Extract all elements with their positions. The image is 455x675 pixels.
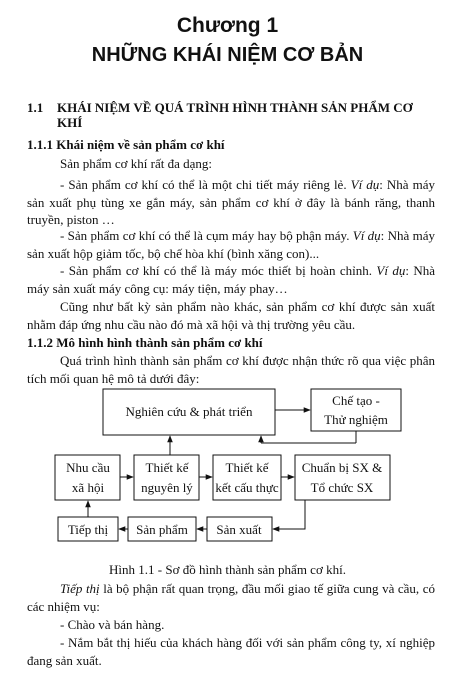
box-research [103,389,275,435]
box-prepare-production [295,455,390,500]
term-marketing: Tiếp thị [60,581,100,596]
example-label: Ví dụ [376,263,406,278]
svg-text:Thiết kế: Thiết kế [225,460,269,475]
paragraph-assembly: - Sản phẩm cơ khí có thể là cụm máy hay bộ phận máy. Ví dụ: Nhà máy sản xuất hộp giảm tốc, bộ chế hòa khí (bình xăng con)... [27,228,435,261]
box-marketing [58,517,118,541]
paragraph-marketing: Tiếp thị là bộ phận rất quan trọng, đầu mối giao tế giữa cung và cầu, có các nhiệm vụ: [27,581,435,614]
section-title: KHÁI NIỆM VỀ QUÁ TRÌNH HÌNH THÀNH SẢN PHẨM CƠ KHÍ [57,100,413,130]
chapter-number: Chương 1 [176,14,279,37]
paragraph-intro: Sản phẩm cơ khí rất đa dạng: [60,156,213,171]
svg-text:Sản phẩm: Sản phẩm [136,522,188,537]
paragraph-sales: - Chào và bán hàng. [60,617,165,632]
paragraph-taste: - Nắm bắt thị hiếu của khách hàng đối với sản phẩm công ty, xí nghiệp đang sản xuất. [27,635,435,668]
svg-text:Thiết kế: Thiết kế [145,460,189,475]
section-number: 1.1 [27,100,44,115]
paragraph-machine: - Sản phẩm cơ khí có thể là máy móc thiết bị hoàn chỉnh. Ví dụ: Nhà máy sản xuất máy công cụ: máy tiện, máy phay… [27,263,435,296]
svg-text:kết cấu thực: kết cấu thực [215,480,279,495]
paragraph-model: Quá trình hình thành sản phẩm cơ khí được nhận thức rõ qua việc phân tích mối quan hệ mô tả dưới đây: [27,353,435,386]
svg-text:Thử nghiệm: Thử nghiệm [324,412,388,427]
svg-text:Nhu cầu: Nhu cầu [66,460,110,475]
example-label: Ví dụ [350,177,380,192]
svg-text:Sản xuất: Sản xuất [216,522,262,537]
svg-text:Nghiên cứu & phát triển: Nghiên cứu & phát triển [125,404,253,419]
example-label: Ví dụ [352,228,381,243]
svg-text:xã hội: xã hội [71,480,105,495]
box-social-need [55,455,120,500]
svg-text:Chế tạo -: Chế tạo - [332,393,380,408]
box-product [128,517,196,541]
box-principle-design [134,455,199,500]
box-structure-design [213,455,281,500]
paragraph-demand: Cũng như bất kỳ sản phẩm nào khác, sản phẩm cơ khí được sản xuất nhằm đáp ứng nhu cầu nào đó mà xã hội và thị trường yêu cầu. [27,299,435,332]
paragraph-part: - Sản phẩm cơ khí có thể là một chi tiết máy riêng lẻ. Ví dụ: Nhà máy sản xuất phụ tùng xe gắn máy, sản phẩm cơ khí ở đây là bánh răng, thanh truyền, piston … [27,177,436,227]
svg-text:Tổ chức SX: Tổ chức SX [310,480,374,495]
svg-text:nguyên lý: nguyên lý [141,480,193,495]
arrow-prepare-to-production [273,500,305,529]
subsection-heading-1-1-1: 1.1.1 Khái niệm về sản phẩm cơ khí [27,137,225,152]
figure-caption: Hình 1.1 - Sơ đồ hình thành sản phẩm cơ khí. [109,562,346,577]
svg-text:Tiếp thị: Tiếp thị [67,522,109,537]
subsection-heading-1-1-2: 1.1.2 Mô hình hình thành sản phẩm cơ khí [27,335,263,350]
box-production [207,517,272,541]
svg-text:Chuẩn bị SX &: Chuẩn bị SX & [301,460,383,475]
chapter-title: NHỮNG KHÁI NIỆM CƠ BẢN [91,44,364,66]
box-manufacture-test [311,389,401,431]
